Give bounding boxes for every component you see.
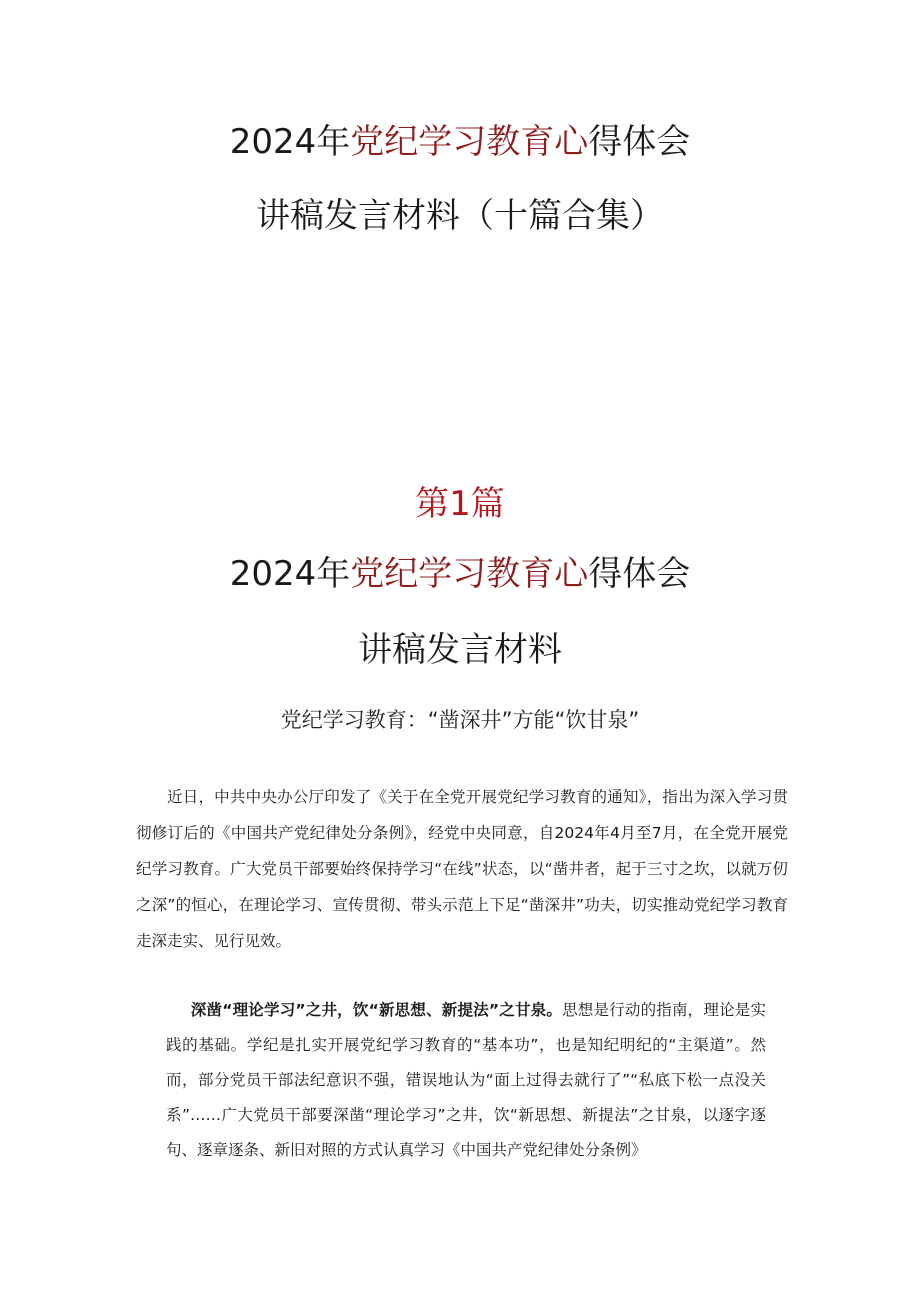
article-title-tail: 得体会 bbox=[588, 554, 691, 594]
paragraph-2-body: 思想是行动的指南，理论是实践的基础。学纪是扎实开展党纪学习教育的“基本功”，也是知纪明纪的“主渠道”。然而，部分党员干部法纪意识不强，错误地认为“面上过得去就行了”“私底下松一点没关系”……广大党员干部要深凿“理论学习”之井，饮“新思想、新提法”之甘泉，以逐字逐句、逐章逐条、新旧对照的方式认真学习《中国共产党纪律处分条例》 bbox=[166, 1001, 766, 1159]
article-subtitle: 党纪学习教育：“凿深井”方能“饮甘泉” bbox=[280, 708, 640, 732]
chapter-label: 第1篇 bbox=[415, 484, 505, 524]
cover-title-highlight: 党纪学习教育心 bbox=[350, 122, 589, 162]
cover-title-year: 2024年 bbox=[229, 122, 351, 162]
paragraph-1: 近日，中共中央办公厅印发了《关于在全党开展党纪学习教育的通知》，指出为深入学习贯彻修订后的《中国共产党纪律处分条例》，经党中央同意，自2024年4月至7月，在全党开展党纪学习教育。广大党员干部要始终保持学习“在线”状态，以“凿井者，起于三寸之坎，以就万仞之深”的恒心，在理论学习、宣传贯彻、带头示范上下足“凿深井”功夫，切实推动党纪学习教育走深走实、见行见效。 bbox=[136, 788, 788, 950]
cover-title-tail: 得体会 bbox=[588, 122, 691, 162]
cover-title-line2: 讲稿发言材料（十篇合集） bbox=[256, 196, 664, 236]
cover-title-line1 bbox=[0, 120, 920, 164]
paragraph-2-lead: 深凿“理论学习”之井，饮“新思想、新提法”之甘泉。 bbox=[190, 1001, 563, 1019]
paragraph-2 bbox=[166, 993, 766, 1168]
article-title-line1 bbox=[0, 552, 920, 596]
article-title-year: 2024年 bbox=[229, 554, 351, 594]
article-title-line2: 讲稿发言材料 bbox=[358, 630, 562, 670]
article-title-highlight: 党纪学习教育心 bbox=[350, 554, 589, 594]
